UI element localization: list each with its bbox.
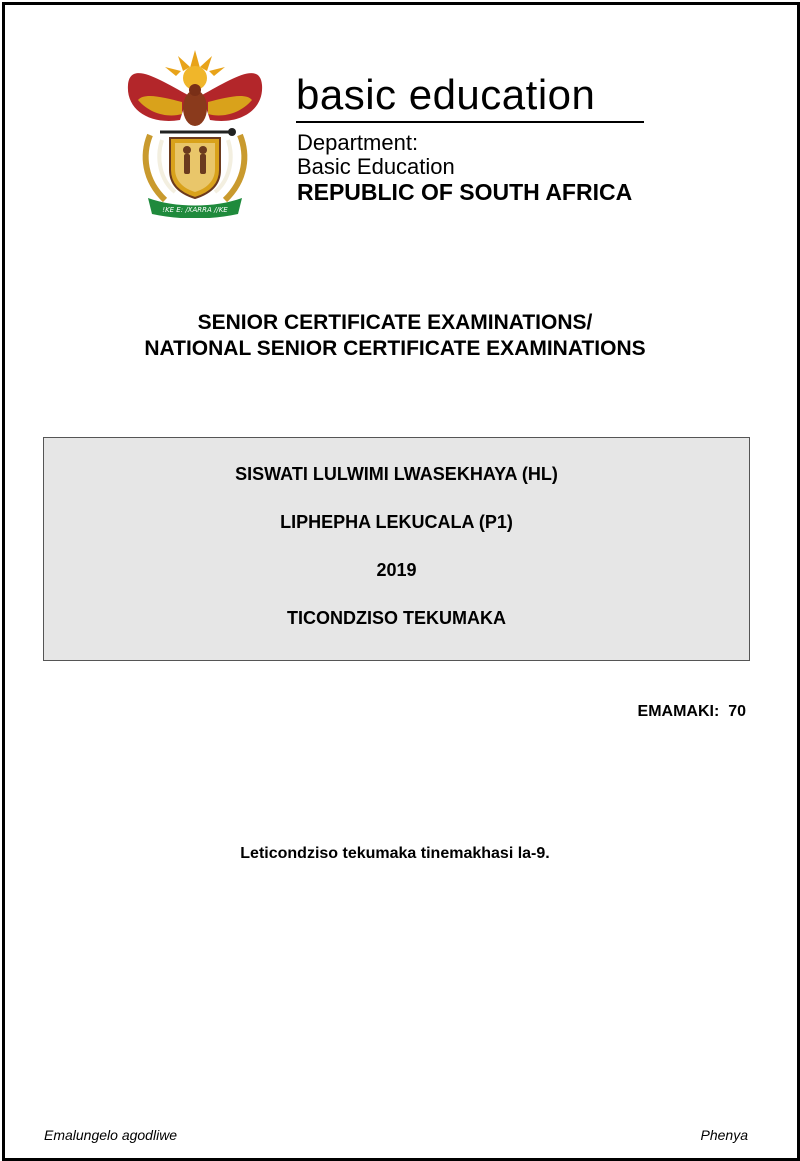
document-type: TICONDZISO TEKUMAKA bbox=[287, 608, 506, 628]
subject-title: SISWATI LULWIMI LWASEKHAYA (HL) bbox=[235, 464, 558, 484]
paper-title: LIPHEPHA LEKUCALA (P1) bbox=[280, 512, 513, 532]
coat-of-arms-logo bbox=[120, 40, 270, 218]
brand-divider bbox=[296, 121, 644, 123]
crest-motto: !KE E: /XARRA //KE bbox=[162, 206, 228, 214]
exam-year: 2019 bbox=[376, 560, 417, 580]
marks-value: 70 bbox=[728, 703, 746, 720]
page-count-note: Leticondziso tekumaka tinemakhasi la-9. bbox=[240, 845, 550, 862]
footer-turn-over: Phenya bbox=[700, 1127, 748, 1143]
subject-box bbox=[43, 437, 750, 661]
country-name: REPUBLIC OF SOUTH AFRICA bbox=[297, 179, 633, 205]
brand-title: basic education bbox=[296, 71, 596, 118]
marks-label: EMAMAKI: bbox=[637, 703, 720, 720]
total-marks bbox=[638, 703, 746, 721]
exam-heading-line2: NATIONAL SENIOR CERTIFICATE EXAMINATIONS bbox=[144, 337, 646, 360]
exam-heading-line1: SENIOR CERTIFICATE EXAMINATIONS/ bbox=[197, 311, 593, 334]
department-label: Department: bbox=[297, 130, 419, 155]
department-name: Basic Education bbox=[297, 154, 455, 179]
footer-copyright: Emalungelo agodliwe bbox=[44, 1127, 178, 1143]
